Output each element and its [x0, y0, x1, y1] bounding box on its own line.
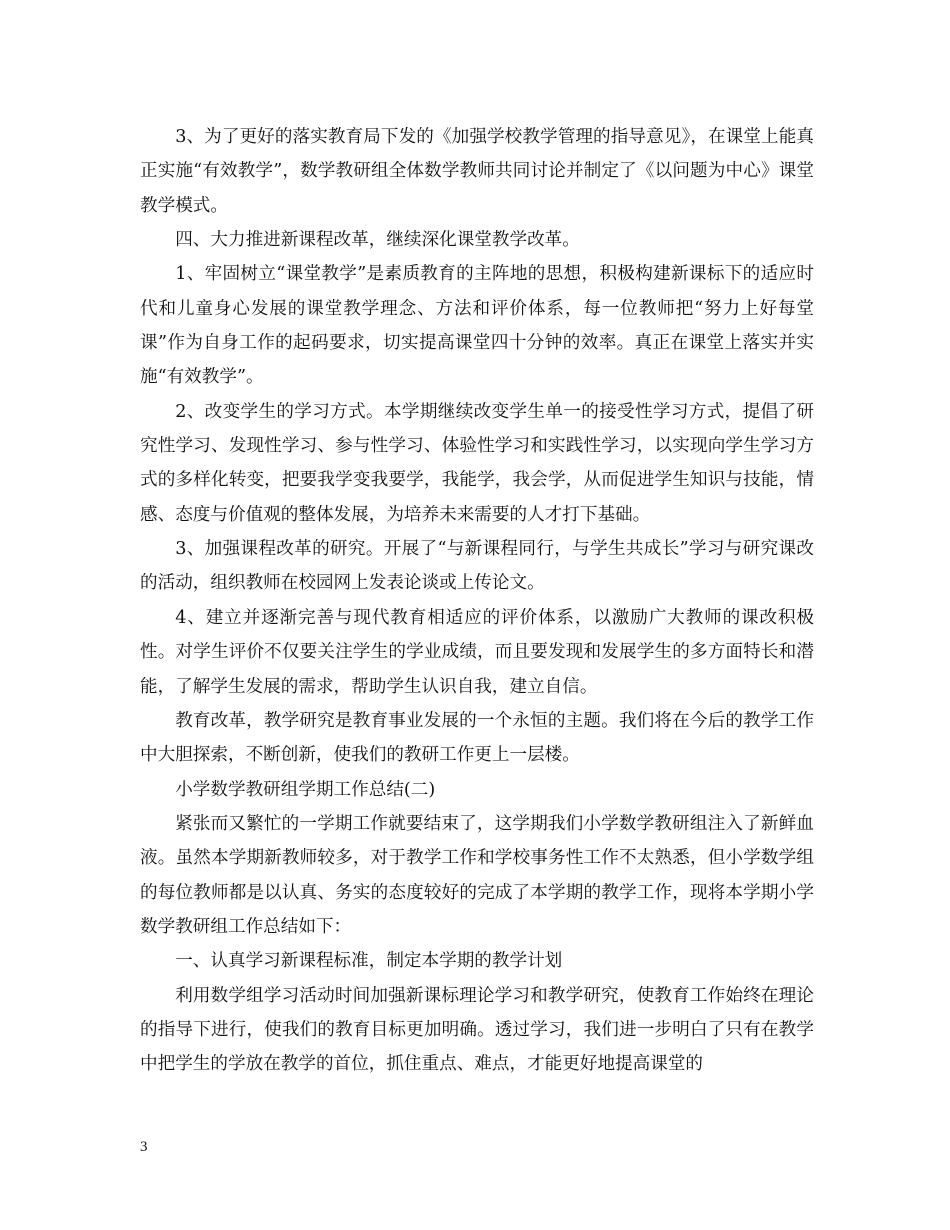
paragraph-1: 3、为了更好的落实教育局下发的《加强学校教学管理的指导意见》，在课堂上能真正实施“有效教学”，数学教研组全体数学教师共同讨论并制定了《以问题为中心》课堂教学模式。: [140, 127, 814, 216]
paragraph-9: 紧张而又繁忙的一学期工作就要结束了，这学期我们小学数学教研组注入了新鲜血液。虽然本学期新教师较多，对于教学工作和学校事务性工作不太熟悉，但小学数学组的每位教师都是以认真、务实的态度较好的完成了本学期的教学工作，现将本学期小学数学教研组工作总结如下：: [140, 813, 814, 937]
paragraph-3: 1、牢固树立“课堂教学”是素质教育的主阵地的思想，积极构建新课标下的适应时代和儿童身心发展的课堂教学理念、方法和评价体系，每一位教师把“努力上好每堂课”作为自身工作的起码要求，切实提高课堂四十分钟的效率。真正在课堂上落实并实施“有效教学”。: [140, 264, 814, 388]
paragraph-2-heading: 四、大力推进新课程改革，继续深化课堂教学改革。: [175, 230, 580, 251]
document-body: [140, 120, 814, 1082]
paragraph-10-heading: 一、认真学习新课程标准，制定本学期的教学计划: [175, 951, 563, 972]
page-number: 3: [140, 1139, 148, 1155]
paragraph-5: 3、加强课程改革的研究。开展了“与新课程同行，与学生共成长”学习与研究课改的活动，组织教师在校园网上发表论谈或上传论文。: [140, 539, 814, 594]
paragraph-7: 教育改革，教学研究是教育事业发展的一个永恒的主题。我们将在今后的教学工作中大胆探索，不断创新，使我们的教研工作更上一层楼。: [140, 710, 814, 766]
paragraph-6: 4、建立并逐渐完善与现代教育相适应的评价体系，以激励广大教师的课改积极性。对学生评价不仅要关注学生的学业成绩，而且要发现和发展学生的多方面特长和潜能，了解学生发展的需求，帮助学生认识自我，建立自信。: [140, 607, 814, 697]
paragraph-4: 2、改变学生的学习方式。本学期继续改变学生单一的接受性学习方式，提倡了研究性学习、发现性学习、参与性学习、体验性学习和实践性学习，以实现向学生学习方式的多样化转变，把要我学变我要学，我能学，我会学，从而促进学生知识与技能，情感、态度与价值观的整体发展，为培养未来需要的人才打下基础。: [140, 401, 814, 525]
section-title: 小学数学教研组学期工作总结(二): [175, 779, 436, 800]
paragraph-11: 利用数学组学习活动时间加强新课标理论学习和教学研究，使教育工作始终在理论的指导下进行，使我们的教育目标更加明确。透过学习，我们进一步明白了只有在教学中把学生的学放在教学的首位，抓住重点、难点，才能更好地提高课堂的: [140, 985, 814, 1075]
